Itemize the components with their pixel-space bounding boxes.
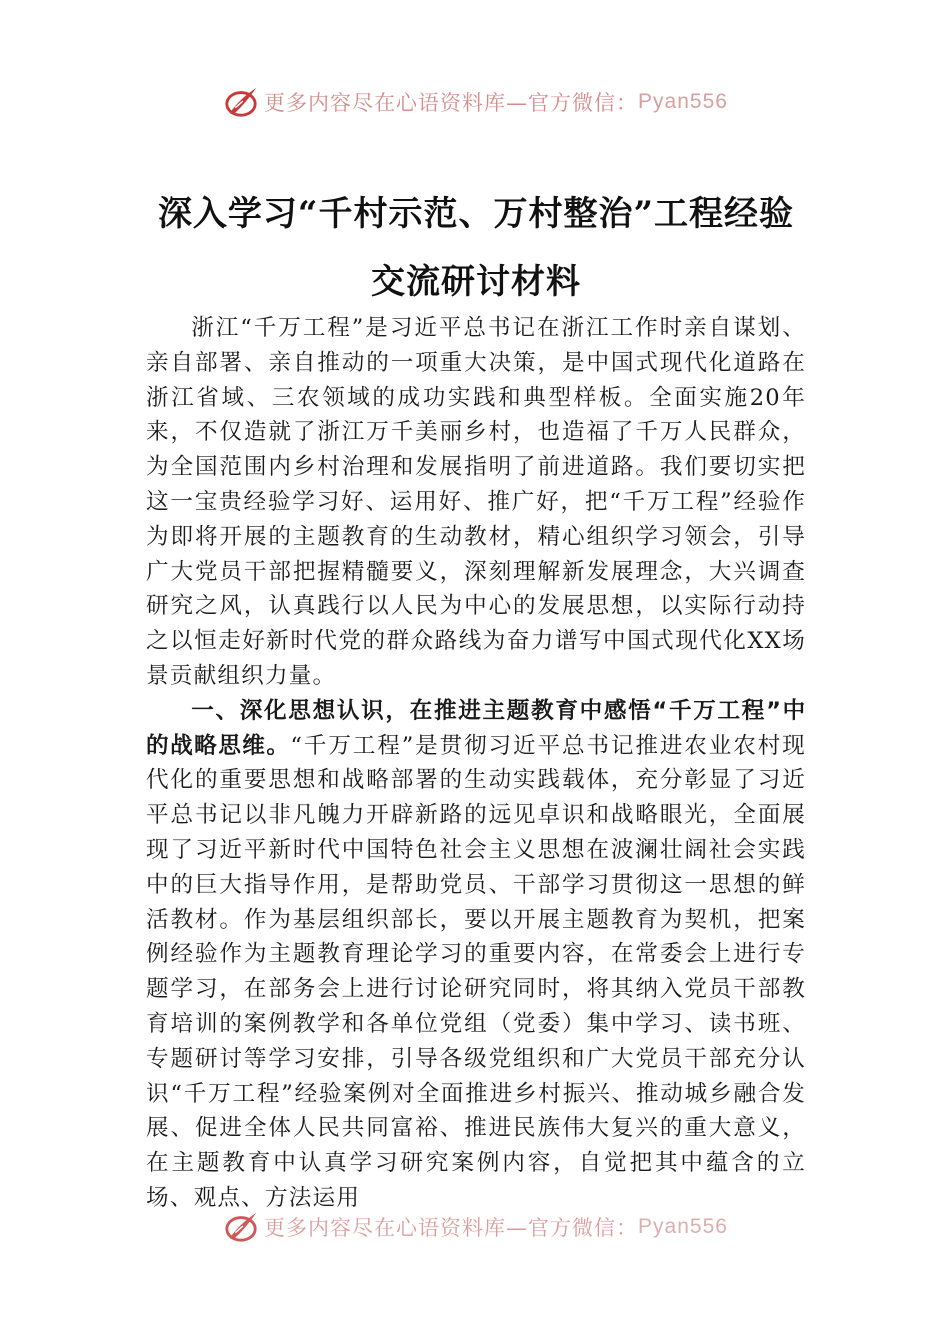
paragraph-section-one [146, 694, 806, 1216]
watermark-account: Pyan556 [638, 90, 728, 113]
paragraph-text: “千万工程”是贯彻习近平总书记推进农业农村现代化的重要思想和战略部署的生动实践载体，充分彰显了习近平总书记以非凡魄力开辟新路的远见卓识和战略眼光，全面展现了习近平新时代中国特色社会主义思想在波澜壮阔社会实践中的巨大指导作用，是帮助党员、干部学习贯彻这一思想的鲜活教材。作为基层组织部长，要以开展主题教育为契机，把案例经验作为主题教育理论学习的重要内容，在常委会上进行专题学习，在部务会上进行讨论研究同时，将其纳入党员干部教育培训的案例教学和各单位党组（党委）集中学习、读书班、专题研讨等学习安排，引导各级党组织和广大党员干部充分认识“千万工程”经验案例对全面推进乡村振兴、推动城乡融合发展、促进全体人民共同富裕、推进民族伟大复兴的重大意义，在主题教育中认真学习研究案例内容，自觉把其中蕴含的立场、观点、方法运用 [146, 732, 806, 1211]
header-watermark [0, 84, 950, 120]
watermark-text: 更多内容尽在心语资料库—官方微信： [264, 1216, 639, 1240]
quill-logo-icon [222, 1210, 260, 1244]
quill-logo-icon [222, 85, 260, 119]
watermark-account: Pyan556 [638, 1215, 728, 1238]
paragraph-text: 浙江“千万工程”是习近平总书记在浙江工作时亲自谋划、亲自部署、亲自推动的一项重大决策，是中国式现代化道路在浙江省域、三农领域的成功实践和典型样板。全面实施20年来，不仅造就了浙江万千美丽乡村，也造福了千万人民群众，为全国范围内乡村治理和发展指明了前进道路。我们要切实把这一宝贵经验学习好、运用好、推广好，把“千万工程”经验作为即将开展的主题教育的生动教材，精心组织学习领会，引导广大党员干部把握精髓要义，深刻理解新发展理念，大兴调查研究之风，认真践行以人民为中心的发展思想，以实际行动持之以恒走好新时代党的群众路线为奋力谱写中国式现代化XX场景贡献组织力量。 [146, 315, 806, 689]
footer-watermark [0, 1210, 950, 1244]
watermark-text: 更多内容尽在心语资料库—官方微信： [264, 91, 639, 115]
document-body [146, 311, 806, 1216]
document-title: 深入学习“千村示范、万村整治”工程经验交流研讨材料 [157, 194, 795, 302]
paragraph-intro [146, 311, 806, 694]
section-heading: 一、深化思想认识，在推进主题教育中感悟“千万工程”中的战略思维。 [146, 697, 806, 759]
